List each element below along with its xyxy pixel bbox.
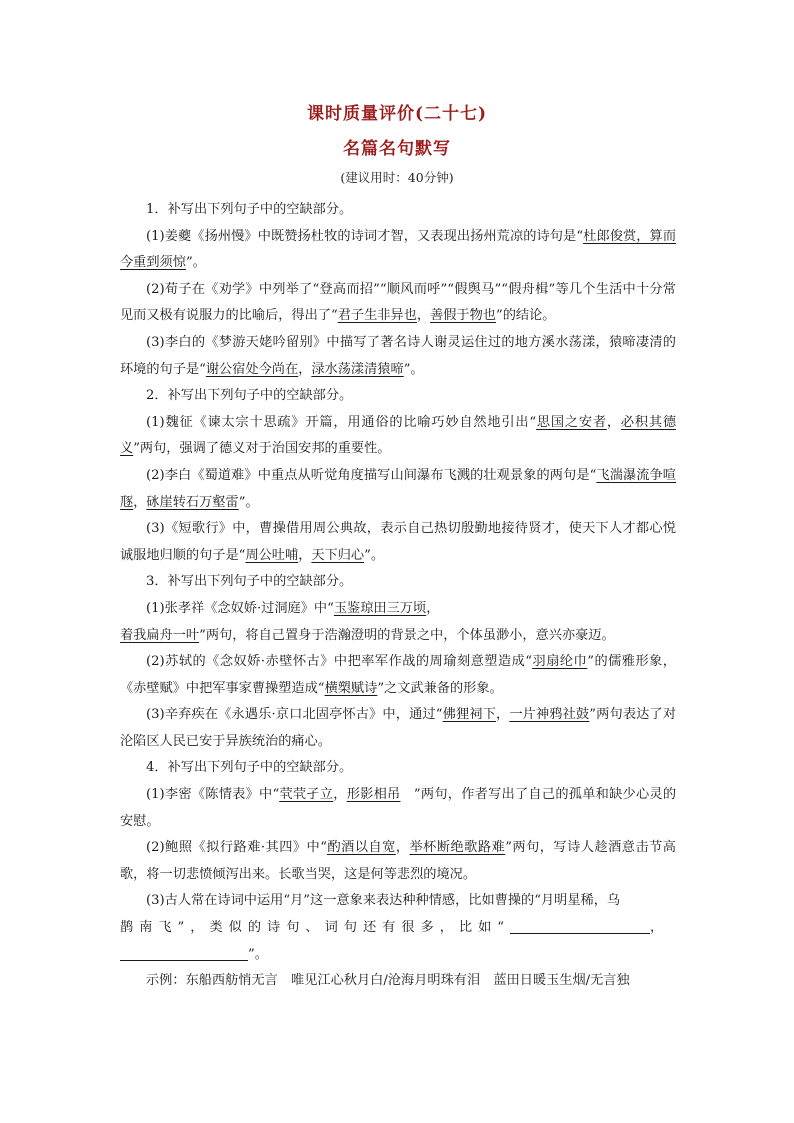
question-1-heading: 1．补写出下列句子中的空缺部分。	[146, 202, 353, 217]
item-text: (1)魏征《谏太宗十思疏》开篇，用通俗的比喻巧妙自然地引出“	[146, 414, 537, 430]
item-text: ”两句表达了对沦陷区人民已安于异族统治的痛心。	[120, 707, 677, 749]
answer: 君子生非异也	[337, 308, 417, 324]
item-text: ，	[606, 414, 621, 430]
answer: 着我扁舟一叶	[120, 627, 200, 643]
item-text: (3)《短歌行》中，曹操借用周公典故，表示自己热切殷勤地接待贤才，使天下人才都心悦诚服地归顺的句子是“	[120, 521, 676, 563]
time-note: (建议用时：40分钟)	[340, 170, 454, 185]
question-3-item-1	[120, 596, 676, 649]
question-4-item-2	[120, 835, 676, 888]
answer: 形影相吊	[346, 787, 401, 803]
question-4-item-3	[120, 888, 676, 968]
item-text: ”两句，强调了德义对于治国安邦的重要性。	[133, 441, 391, 457]
answer: 飞湍瀑流争喧豗	[120, 467, 676, 510]
answer: 算而今重到须惊	[120, 228, 677, 271]
item-text: ，	[650, 920, 664, 936]
item-text: ”两句，写诗人趁酒意击节高歌，将一切悲愤倾泻出来。长歌当哭，这是何等悲烈的境况。	[120, 840, 676, 882]
item-text: ，	[298, 361, 312, 377]
answer: 举杯断绝歌路难	[409, 840, 506, 856]
question-1-item-2	[120, 277, 676, 330]
item-text: (2)鲍照《拟行路难·其四》中“	[146, 840, 327, 856]
answer: 天下归心	[311, 547, 365, 563]
answer: 一片神鸦社鼓	[509, 707, 590, 723]
page-title: 课时质量评价(二十七)	[306, 104, 488, 124]
item-text: (1)李密《陈情表》中“	[146, 787, 280, 803]
question-4-heading: 4．补写出下列句子中的空缺部分。	[146, 760, 353, 776]
item-text: ”。	[185, 255, 206, 271]
item-text: ”两句，作者写出了自己的孤单和缺少心灵的安慰。	[120, 787, 677, 829]
answer: 周公吐哺	[245, 547, 299, 563]
question-4-item-1	[120, 782, 676, 835]
answer: 茕茕孑立	[279, 787, 334, 803]
answer: 酌酒以自宽	[326, 840, 396, 856]
question-3-heading: 3．补写出下列句子中的空缺部分。	[146, 574, 353, 590]
answer-blank[interactable]	[120, 944, 248, 961]
item-text: ”的结论。	[496, 308, 556, 324]
answer: 玉鉴琼田三万顷	[333, 600, 427, 616]
item-text: ，	[298, 547, 312, 563]
item-text: (3)辛弃疾在《永遇乐·京口北固亭怀古》中，通过“	[146, 707, 443, 723]
item-text: 鹊南飞”，类似的诗句、词句还有很多，比如“	[120, 920, 511, 936]
item-text: ”。	[364, 547, 385, 563]
answer: 渌水荡漾清猿啼	[311, 361, 404, 377]
item-text: ，	[395, 840, 410, 856]
item-text: ，	[133, 494, 147, 510]
question-2-heading: 2．补写出下列句子中的空缺部分。	[146, 388, 353, 404]
answer: 思国之安者	[536, 414, 607, 430]
answer: 横槊赋诗	[324, 680, 378, 696]
item-text: (1)张孝祥《念奴娇·过洞庭》中“	[146, 600, 334, 616]
item-text: ”两句，将自己置身于浩瀚澄明的背景之中，个体虽渺小，意兴亦豪迈。	[199, 627, 615, 643]
item-text: (2)苏轼的《念奴娇·赤壁怀古》中把率军作战的周瑜刻意塑造成“	[146, 654, 533, 670]
item-text: ，	[495, 707, 510, 723]
item-text: ，	[416, 308, 431, 324]
question-3-item-3	[120, 702, 676, 755]
item-text: (3)李白的《梦游天姥吟留别》中描写了著名诗人谢灵运住过的地方溪水荡漾，猿啼凄清的环境的句子是“	[120, 334, 676, 377]
answer: 砯崖转石万壑雷	[146, 494, 239, 510]
item-text: ，	[333, 787, 347, 803]
example-answer: 示例：东船西舫悄无言 唯见江心秋月白/沧海月明珠有泪 蓝田日暖玉生烟/无言独	[146, 973, 630, 989]
item-text: ”。	[248, 946, 268, 962]
item-text: ，	[426, 600, 440, 616]
item-text: ”。	[403, 361, 424, 377]
question-2-item-1	[120, 410, 676, 463]
question-1-item-3	[120, 330, 676, 383]
answer: 杜郎俊赏，	[583, 228, 650, 244]
item-text: (2)荀子在《劝学》中列举了“登高而招”“顺风而呼”“假舆马”“假舟楫”等几个生活中十分常见而又极有说服力的比喻后，得出了“	[120, 281, 676, 324]
question-3-item-2	[120, 649, 676, 702]
answer-blank[interactable]	[510, 917, 650, 934]
answer: 谢公宿处今尚在	[205, 361, 299, 377]
answer: 佛狸祠下	[442, 707, 496, 723]
item-text: ”的儒雅形象，《赤壁赋》中把军事家曹操塑造成“	[120, 654, 676, 696]
item-text: ”之文武兼备的形象。	[377, 680, 503, 696]
answer: 善假于物也	[430, 308, 496, 324]
answer: 羽扇纶巾	[532, 654, 588, 670]
question-2-item-2	[120, 463, 676, 516]
question-1-item-1	[120, 224, 676, 277]
item-text: (3)古人常在诗词中运用“月”这一意象来表达种种情感，比如曹操的“月明星稀，乌	[146, 893, 621, 909]
question-content	[120, 197, 676, 995]
page-subtitle: 名篇名句默写	[343, 139, 451, 159]
item-text: (2)李白《蜀道难》中重点从听觉角度描写山间瀑布飞溅的壮观景象的两句是“	[146, 467, 597, 483]
answer: 必积其德义	[120, 414, 677, 457]
item-text: ”。	[238, 494, 259, 510]
question-2-item-3	[120, 516, 676, 569]
item-text: (1)姜夔《扬州慢》中既赞扬杜牧的诗词才智，又表现出扬州荒凉的诗句是“	[146, 228, 584, 244]
